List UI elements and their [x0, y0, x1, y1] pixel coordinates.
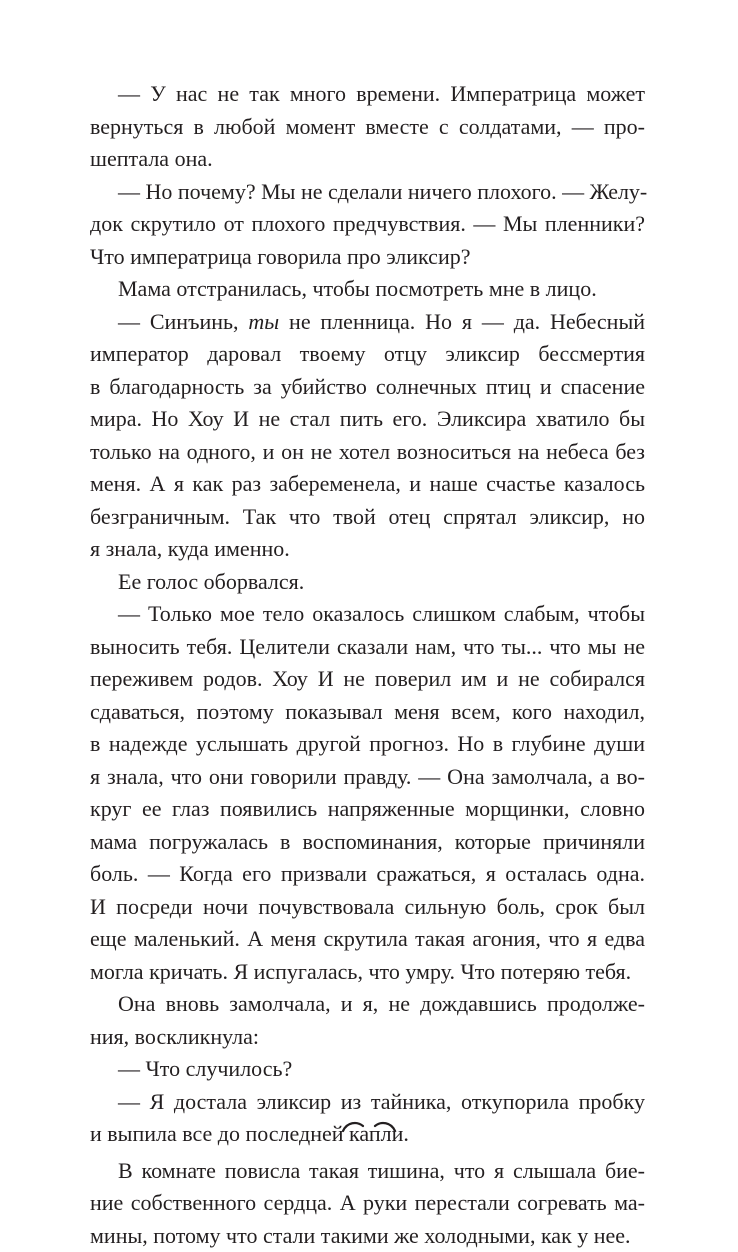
text-line: мины, потому что стали такими же холодными, как у нее. — [90, 1220, 645, 1252]
emphasized-word: ты — [248, 309, 279, 334]
text-line: и выпила все до последней капли. — [90, 1118, 645, 1151]
text-line: могла кричать. Я испугалась, что умру. Что потеряю тебя. — [90, 956, 645, 989]
text-line: И посреди ночи почувствовала сильную боль, срок был — [90, 891, 645, 924]
paragraph — [90, 306, 645, 566]
text-line: круг ее глаз появились напряженные морщинки, словно — [90, 793, 645, 826]
text-line: я знала, что они говорили правду. — Она замолчала, а во- — [90, 761, 645, 794]
paragraph — [90, 566, 645, 599]
text-line: Она вновь замолчала, и я, не дождавшись продолже- — [90, 988, 645, 1021]
text-line: В комнате повисла такая тишина, что я слышала бие- — [90, 1155, 645, 1188]
text-line: Что императрица говорила про эликсир? — [90, 241, 645, 274]
text-line: — Но почему? Мы не сделали ничего плохого. — Желу- — [90, 176, 645, 209]
paragraph — [90, 273, 645, 306]
text-line: только на одного, и он не хотел возноситься на небеса без — [90, 436, 645, 469]
text-line: в благодарность за убийство солнечных птиц и спасение — [90, 371, 645, 404]
text-line: шептала она. — [90, 143, 645, 176]
scroll-ornament-icon — [339, 1120, 399, 1134]
text-line: — Что случилось? — [90, 1053, 645, 1086]
text-line: еще маленький. А меня скрутила такая агония, что я едва — [90, 923, 645, 956]
paragraph — [90, 78, 645, 176]
text-line: — У нас не так много времени. Императрица может — [90, 78, 645, 111]
text-line: мама погружалась в воспоминания, которые причиняли — [90, 826, 645, 859]
paragraph — [90, 598, 645, 988]
text-line: — Я достала эликсир из тайника, откупорила пробку — [90, 1086, 645, 1119]
paragraph — [90, 988, 645, 1053]
text-line: боль. — Когда его призвали сражаться, я осталась одна. — [90, 858, 645, 891]
text-line: — Только мое тело оказалось слишком слабым, чтобы — [90, 598, 645, 631]
text-line: ния, воскликнула: — [90, 1021, 645, 1054]
page-text — [90, 78, 645, 1252]
text-line-with-emphasis: — Синъинь, ты не пленница. Но я — да. Небесный — [90, 306, 645, 339]
text-line: вернуться в любой момент вместе с солдатами, — про- — [90, 111, 645, 144]
text-line: Мама отстранилась, чтобы посмотреть мне в лицо. — [90, 273, 645, 306]
paragraph — [90, 1053, 645, 1086]
text-line: в надежде услышать другой прогноз. Но в глубине души — [90, 728, 645, 761]
text-line: выносить тебя. Целители сказали нам, что ты... что мы не — [90, 631, 645, 664]
paragraph — [90, 1086, 645, 1151]
text-line: безграничным. Так что твой отец спрятал эликсир, но — [90, 501, 645, 534]
text-line: ние собственного сердца. А руки перестали согревать ма- — [90, 1187, 645, 1220]
text-line: Ее голос оборвался. — [90, 566, 645, 599]
paragraph — [90, 1155, 645, 1252]
text-line: мира. Но Хоу И не стал пить его. Эликсира хватило бы — [90, 403, 645, 436]
text-line: я знала, куда именно. — [90, 533, 645, 566]
text-line: меня. А я как раз забеременела, и наше счастье казалось — [90, 468, 645, 501]
text-line: док скрутило от плохого предчувствия. — Мы пленники? — [90, 208, 645, 241]
text-line: сдаваться, поэтому показывал меня всем, кого находил, — [90, 696, 645, 729]
text-line: переживем родов. Хоу И не поверил им и не собирался — [90, 663, 645, 696]
paragraph — [90, 176, 645, 274]
text-line: император даровал твоему отцу эликсир бессмертия — [90, 338, 645, 371]
